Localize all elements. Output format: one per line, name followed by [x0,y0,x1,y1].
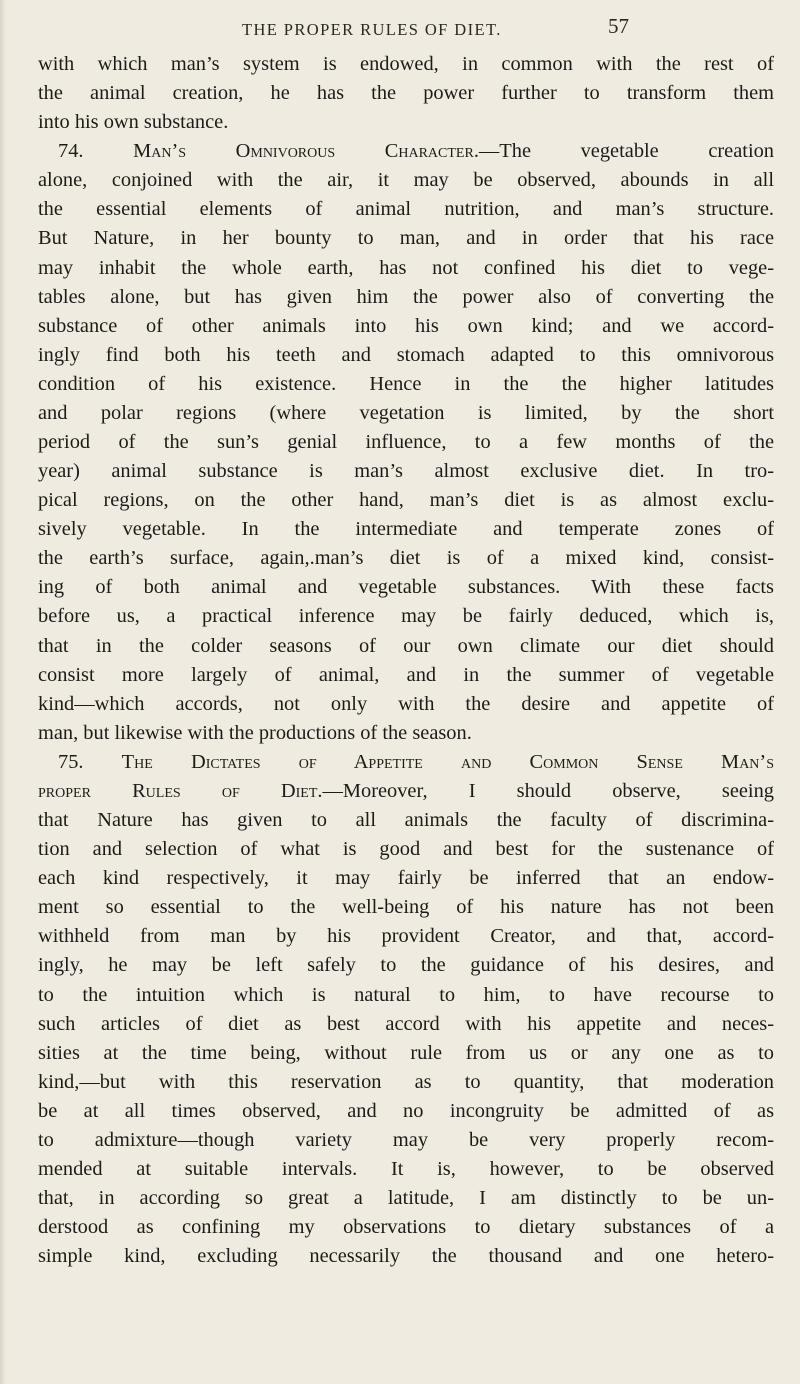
text-line: may inhabit the whole earth, has not confined his diet to vege- [38,256,774,279]
text-line: year) animal substance is man’s almost exclusive diet. In tro- [38,460,774,483]
text-line: to the intuition which is natural to him, to have recourse to [38,983,774,1006]
text-line: sities at the time being, without rule from us or any one as to [38,1041,774,1064]
section-heading-line: proper Rules of Diet.—Moreover, I should observe, seeing [38,779,774,802]
text-line: simple kind, excluding necessarily the thousand and one hetero- [38,1245,774,1268]
text-line: substance of other animals into his own kind; and we accord- [38,314,774,337]
page-gutter-edge [0,0,6,1384]
text-line: tables alone, but has given him the power also of converting the [38,285,774,308]
text-line: ing of both animal and vegetable substances. With these facts [38,576,774,599]
text-line: ingly, he may be left safely to the guidance of his desires, and [38,954,774,977]
text-line: that, in according so great a latitude, I am distinctly to be un- [38,1187,774,1210]
text-line: each kind respectively, it may fairly be inferred that an endow- [38,867,774,890]
page-number: 57 [608,14,629,38]
section-heading-smallcaps: Man’s Omnivorous Character [133,140,474,163]
text-line: kind—which accords, not only with the desire and appetite of [38,692,774,715]
text-line: derstood as confining my observations to dietary substances of a [38,1216,774,1239]
text-line: to admixture—though variety may be very properly recom- [38,1128,774,1151]
text-line: consist more largely of animal, and in the summer of vegetable [38,663,774,686]
text-line: and polar regions (where vegetation is limited, by the short [38,401,774,424]
text-line: that in the colder seasons of our own climate our diet should [38,634,774,657]
section-heading-line: 75. The Dictates of Appetite and Common Sense Man’s [58,750,774,773]
running-title: THE PROPER RULES OF DIET. [242,20,502,39]
text-line: that Nature has given to all animals the faculty of discrimina- [38,809,774,832]
text-line: be at all times observed, and no incongruity be admitted of as [38,1099,774,1122]
body-text [38,50,774,1271]
text-line: tion and selection of what is good and best for the sustenance of [38,838,774,861]
text-line: ingly find both his teeth and stomach adapted to this omnivorous [38,343,774,366]
text-line: the animal creation, he has the power further to transform them [38,82,774,105]
text-line: But Nature, in her bounty to man, and in order that his race [38,227,774,250]
text-line: period of the sun’s genial influence, to a few months of the [38,431,774,454]
running-head [0,12,800,46]
text-line: sively vegetable. In the intermediate and temperate zones of [38,518,774,541]
text-line: such articles of diet as best accord with his appetite and neces- [38,1012,774,1035]
text-line: the essential elements of animal nutrition, and man’s structure. [38,198,774,221]
text-line: kind,—but with this reservation as to quantity, that moderation [38,1070,774,1093]
section-heading-line: 74. Man’s Omnivorous Character.—The vegetable creation [58,140,774,163]
text-line: into his own substance. [38,111,229,134]
text-line: ment so essential to the well-being of his nature has not been [38,896,774,919]
section-heading-smallcaps: The Dictates of Appetite and Common Sense Man’s [121,750,774,773]
text-line: man, but likewise with the productions of the season. [38,721,472,744]
text-line: pical regions, on the other hand, man’s diet is as almost exclu- [38,489,774,512]
section-heading-smallcaps: proper Rules of Diet [38,779,318,802]
text-line: with which man’s system is endowed, in common with the rest of [38,53,774,75]
text-line: alone, conjoined with the air, it may be observed, abounds in all [38,169,774,192]
text-line: before us, a practical inference may be fairly deduced, which is, [38,605,774,628]
text-line: mended at suitable intervals. It is, however, to be observed [38,1157,774,1180]
text-line: withheld from man by his provident Creator, and that, accord- [38,925,774,948]
text-line: the earth’s surface, again,.man’s diet is of a mixed kind, consist- [38,547,774,570]
text-line: condition of his existence. Hence in the the higher latitudes [38,372,774,395]
